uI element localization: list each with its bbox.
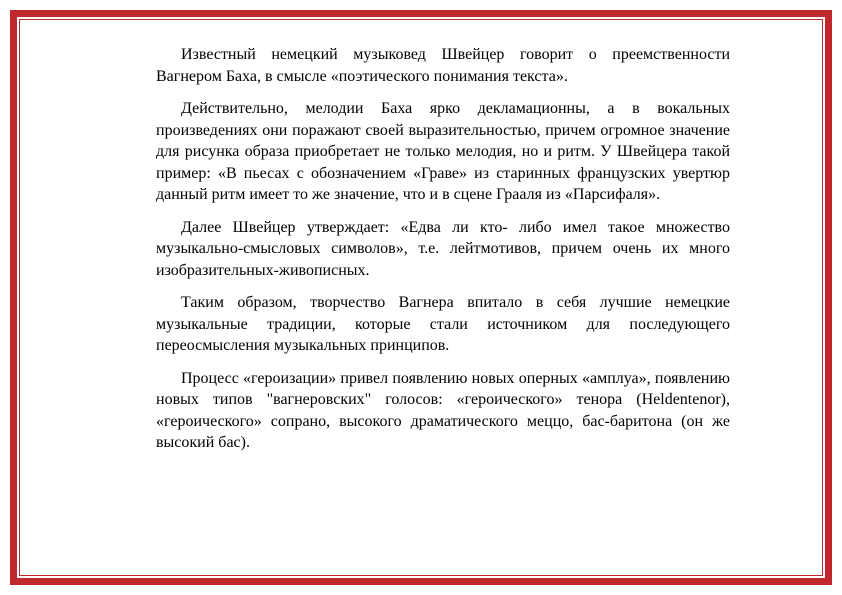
paragraph-4: Таким образом, творчество Вагнера впитало в себя лучшие немецкие музыкальные традиции, которые стали источником для последующего переосмысления музыкальных принципов.: [156, 294, 730, 354]
paragraph-5: Процесс «героизации» привел появлению новых оперных «амплуа», появлению новых типов "вагнеровских" голосов: «героического» тенора (Heldentenor), «героического» сопрано, высокого драматического меццо, бас-баритона (он же высокий бас).: [156, 369, 730, 451]
paragraph-3: Далее Швейцер утверждает: «Едва ли кто- либо имел такое множество музыкально-смысловых символов», т.е. лейтмотивов, причем очень их много изобразительных-живописных.: [156, 218, 730, 279]
paragraph-2: Действительно, мелодии Баха ярко декламационны, а в вокальных произведениях они поражают своей выразительностью, причем огромное значение для рисунка образа приобретает не только мелодия, но и ритм. У Швейцера такой пример: «В пьесах с обозначением «Граве» из старинных французских увертюр данный ритм имеет то же значение, что и в сцене Грааля из «Парсифаля».: [156, 100, 730, 203]
text-body: [156, 44, 730, 465]
paragraph-1: Известный немецкий музыковед Швейцер говорит о преемственности Вагнером Баха, в смысле «поэтического понимания текста».: [156, 46, 730, 85]
